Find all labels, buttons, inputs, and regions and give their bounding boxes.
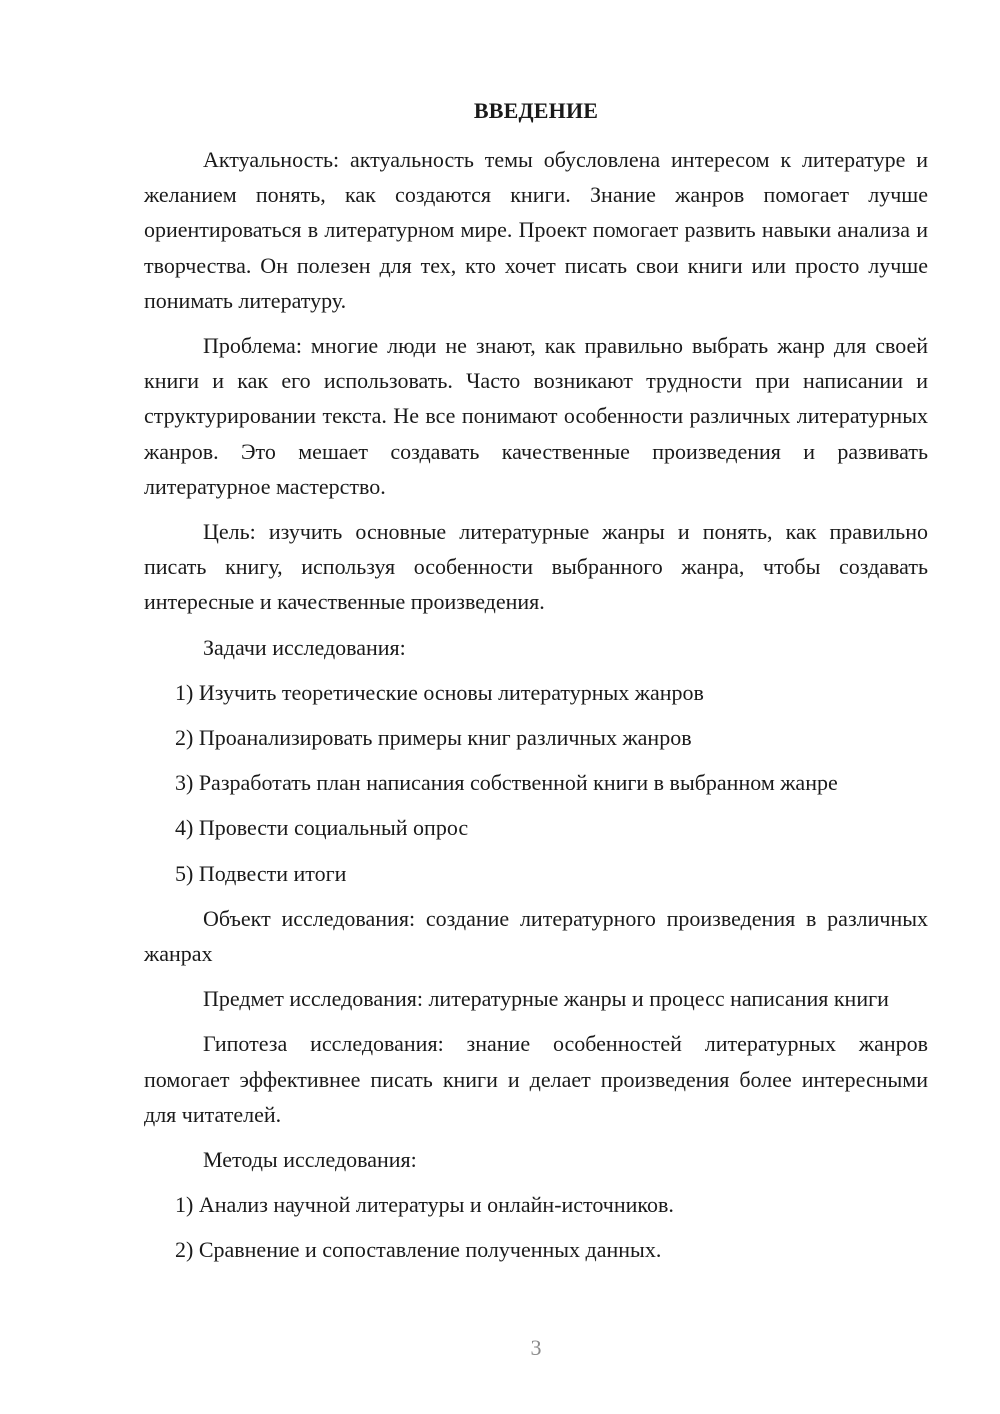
task-item-5: 5) Подвести итоги — [175, 860, 347, 886]
object-paragraph: Объект исследования: создание литературного произведения в различных жанрах — [144, 905, 928, 967]
methods-list — [144, 1187, 928, 1267]
task-item-4: 4) Провести социальный опрос — [175, 815, 469, 841]
page-title: ВВЕДЕНИЕ — [473, 98, 599, 123]
document-body — [144, 142, 928, 1268]
task-item-1: 1) Изучить теоретические основы литературных жанров — [175, 679, 704, 705]
subject-paragraph: Предмет исследования: литературные жанры и процесс написания книги — [203, 986, 889, 1012]
relevance-paragraph: Актуальность: актуальность темы обусловлена интересом к литературе и желанием понять, как создаются книги. Знание жанров помогает лучше ориентироваться в литературном мире. Проект помогает развить навыки анализа и творчества. Он полезен для тех, кто хочет писать свои книги или просто лучше понимать литературу. — [144, 147, 928, 313]
task-item-3: 3) Разработать план написания собственной книги в выбранном жанре — [175, 770, 838, 796]
task-item-2: 2) Проанализировать примеры книг различных жанров — [175, 725, 692, 751]
goal-paragraph: Цель: изучить основные литературные жанры и понять, как правильно писать книгу, используя особенности выбранного жанра, чтобы создавать интересные и качественные произведения. — [144, 519, 928, 615]
tasks-list — [144, 675, 928, 891]
method-item-2: 2) Сравнение и сопоставление полученных данных. — [175, 1237, 662, 1263]
problem-paragraph: Проблема: многие люди не знают, как правильно выбрать жанр для своей книги и как его использовать. Часто возникают трудности при написании и структурировании текста. Не все понимают особенности различных литературных жанров. Это мешает создавать качественные произведения и развивать литературное мастерство. — [144, 333, 928, 499]
method-item-1: 1) Анализ научной литературы и онлайн-источников. — [175, 1192, 674, 1218]
page-number: 3 — [530, 1335, 542, 1360]
hypothesis-paragraph: Гипотеза исследования: знание особенностей литературных жанров помогает эффективнее писать книги и делает произведения более интересными для читателей. — [144, 1031, 928, 1127]
tasks-heading: Задачи исследования: — [203, 634, 406, 660]
methods-heading: Методы исследования: — [203, 1147, 417, 1173]
